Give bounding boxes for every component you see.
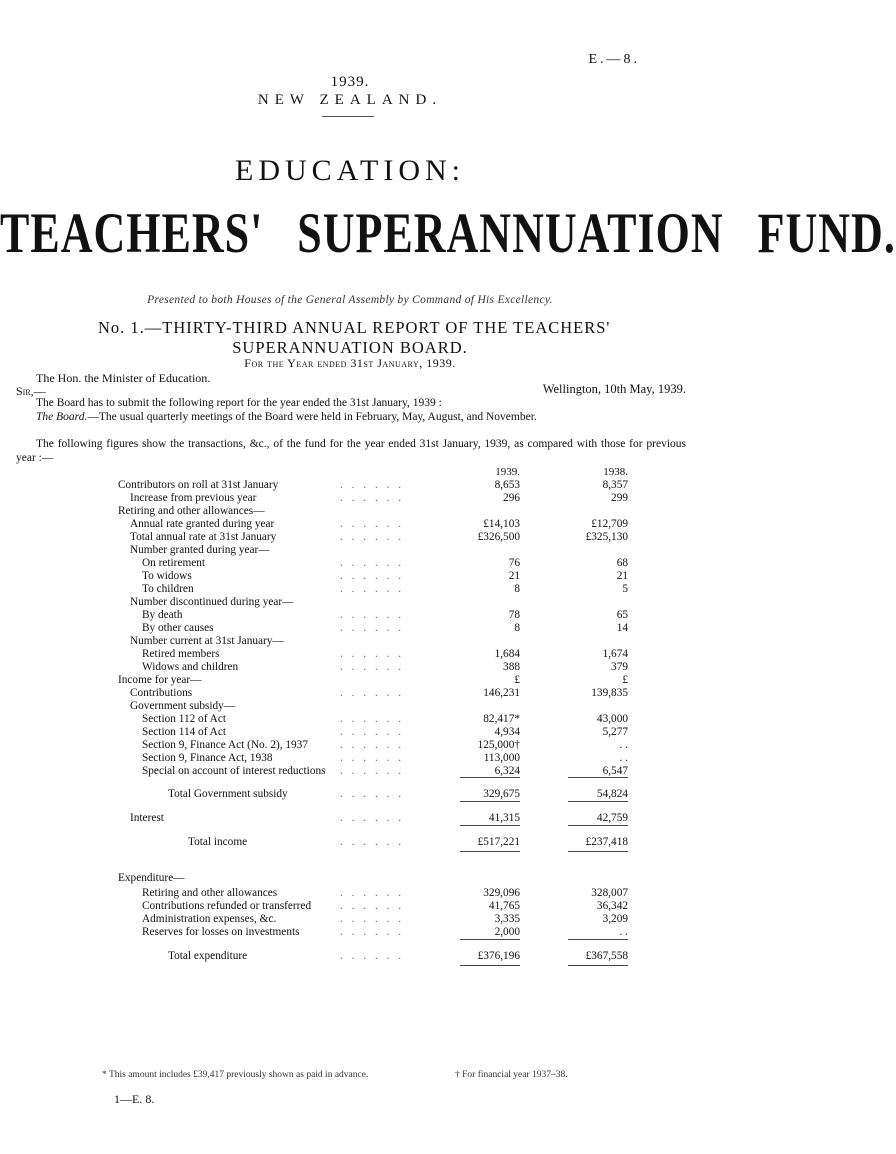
value-1938: . .	[619, 752, 628, 764]
table-row	[0, 739, 700, 752]
row-label: Number discontinued during year—	[130, 596, 294, 608]
leader-dots: . . . . . .	[340, 950, 405, 962]
value-1938: 36,342	[596, 900, 628, 912]
row-label: Widows and children	[142, 661, 239, 673]
paragraph-board-text: —The usual quarterly meetings of the Board were held in February, May, August, and November.	[87, 411, 537, 423]
leader-dots: . . . . . .	[340, 518, 405, 530]
presented-line: Presented to both Houses of the General Assembly by Command of His Excellency.	[147, 294, 553, 306]
row-label: Total income	[188, 836, 248, 848]
leader-dots: . . . . . .	[340, 479, 405, 491]
table-row	[0, 531, 700, 544]
row-label: By other causes	[142, 622, 214, 634]
total-rule	[568, 851, 628, 852]
addressee: The Hon. the Minister of Education.	[36, 371, 211, 385]
value-1938: 1,674	[602, 648, 628, 660]
total-rule	[460, 777, 520, 778]
value-1938: £	[622, 674, 628, 686]
leader-dots: . . . . . .	[340, 900, 405, 912]
value-1939: £376,196	[477, 950, 520, 962]
row-label: Total annual rate at 31st January	[130, 531, 277, 543]
leader-dots: . . . . . .	[340, 926, 405, 938]
column-header-1938: 1938.	[603, 466, 628, 478]
value-1939: 2,000	[494, 926, 520, 938]
leader-dots: . . . . . .	[340, 836, 405, 848]
leader-dots: . . . . . .	[340, 531, 405, 543]
leader-dots: . . . . . .	[340, 726, 405, 738]
footnote-dagger: † For financial year 1937–38.	[455, 1070, 568, 1080]
value-1939: £517,221	[477, 836, 520, 848]
table-row	[0, 479, 700, 492]
table-row	[0, 492, 700, 505]
total-rule	[568, 825, 628, 826]
value-1938: 328,007	[591, 887, 628, 899]
row-label: Section 112 of Act	[142, 713, 226, 725]
table-row	[0, 752, 700, 765]
value-1938: £325,130	[585, 531, 628, 543]
value-1939: 41,765	[488, 900, 520, 912]
report-period: For the Year ended 31st January, 1939.	[244, 356, 456, 370]
row-label: Number current at 31st January—	[130, 635, 284, 647]
leader-dots: . . . . . .	[340, 752, 405, 764]
row-label: Section 114 of Act	[142, 726, 226, 738]
leader-dots: . . . . . .	[340, 812, 405, 824]
value-1939: 78	[508, 609, 520, 621]
value-1938: £367,558	[585, 950, 628, 962]
value-1938: . .	[619, 739, 628, 751]
paragraph-board	[16, 411, 686, 425]
paragraph-intro: The Board has to submit the following report for the year ended the 31st January, 1939 :	[36, 397, 442, 409]
table-row	[0, 872, 700, 885]
table-row	[0, 913, 700, 926]
row-label: Administration expenses, &c.	[142, 913, 277, 925]
value-1938: 5,277	[602, 726, 628, 738]
row-label: On retirement	[142, 557, 206, 569]
row-label: Annual rate granted during year	[130, 518, 275, 530]
paragraph-board-lead: The Board.	[36, 411, 88, 423]
value-1939: 8,653	[494, 479, 520, 491]
leader-dots: . . . . . .	[340, 622, 405, 634]
value-1938: 54,824	[596, 788, 628, 800]
row-label: Retired members	[142, 648, 220, 660]
table-row	[0, 812, 700, 825]
value-1939: 125,000†	[477, 739, 520, 751]
table-row	[0, 609, 700, 622]
table-row	[0, 505, 700, 518]
column-header-1939: 1939.	[495, 466, 520, 478]
row-label: Contributions	[130, 687, 193, 699]
total-rule	[460, 801, 520, 802]
value-1939: 76	[508, 557, 520, 569]
table-row	[0, 583, 700, 596]
country-heading: NEW ZEALAND.	[257, 92, 443, 108]
row-label: To widows	[142, 570, 192, 582]
table-row	[0, 700, 700, 713]
leader-dots: . . . . . .	[340, 887, 405, 899]
leader-dots: . . . . . .	[340, 687, 405, 699]
total-rule	[568, 939, 628, 940]
document-year: 1939.	[330, 74, 370, 90]
value-1938: 5	[622, 583, 628, 595]
table-row	[0, 544, 700, 557]
table-row	[0, 950, 700, 963]
value-1938: 379	[611, 661, 628, 673]
table-row	[0, 596, 700, 609]
value-1938: £12,709	[591, 518, 628, 530]
value-1939: 8	[514, 583, 520, 595]
row-label: Reserves for losses on investments	[142, 926, 300, 938]
value-1938: 14	[616, 622, 628, 634]
value-1939: £	[514, 674, 520, 686]
value-1939: 3,335	[494, 913, 520, 925]
document-title: EDUCATION:	[235, 154, 465, 187]
value-1939: £326,500	[477, 531, 520, 543]
row-label: By death	[142, 609, 183, 621]
row-label: Retiring and other allowances	[142, 887, 278, 899]
row-label: Government subsidy—	[130, 700, 236, 712]
row-label: To children	[142, 583, 194, 595]
row-label: Increase from previous year	[130, 492, 257, 504]
table-row	[0, 836, 700, 849]
leader-dots: . . . . . .	[340, 557, 405, 569]
leader-dots: . . . . . .	[340, 583, 405, 595]
row-label: Contributors on roll at 31st January	[118, 479, 279, 491]
table-row	[0, 518, 700, 531]
value-1939: 329,675	[483, 788, 520, 800]
value-1938: 65	[616, 609, 628, 621]
value-1938: 42,759	[596, 812, 628, 824]
value-1939: 388	[503, 661, 520, 673]
table-row	[0, 713, 700, 726]
leader-dots: . . . . . .	[340, 739, 405, 751]
total-rule	[568, 777, 628, 778]
leader-dots: . . . . . .	[340, 492, 405, 504]
leader-dots: . . . . . .	[340, 713, 405, 725]
value-1938: 139,835	[591, 687, 628, 699]
table-row	[0, 661, 700, 674]
leader-dots: . . . . . .	[340, 913, 405, 925]
table-row	[0, 635, 700, 648]
value-1938: 43,000	[596, 713, 628, 725]
value-1938: 299	[611, 492, 628, 504]
row-label: Section 9, Finance Act, 1938	[142, 752, 273, 764]
salutation: Sir,—	[16, 384, 46, 398]
row-label: Retiring and other allowances—	[118, 505, 265, 517]
total-rule	[460, 939, 520, 940]
value-1939: 82,417*	[483, 713, 520, 725]
row-label: Interest	[130, 812, 164, 824]
value-1939: 8	[514, 622, 520, 634]
table-row	[0, 887, 700, 900]
table-row	[0, 674, 700, 687]
value-1939: 146,231	[483, 687, 520, 699]
leader-dots: . . . . . .	[340, 661, 405, 673]
total-rule	[460, 851, 520, 852]
row-label: Section 9, Finance Act (No. 2), 1937	[142, 739, 308, 751]
leader-dots: . . . . . .	[340, 570, 405, 582]
row-label: Income for year—	[118, 674, 202, 686]
footer-reference: 1—E. 8.	[114, 1092, 155, 1106]
value-1938: 8,357	[602, 479, 628, 491]
table-row	[0, 926, 700, 939]
row-label: Expenditure—	[118, 872, 185, 884]
value-1939: 41,315	[488, 812, 520, 824]
table-row	[0, 570, 700, 583]
row-label: Special on account of interest reductions	[142, 765, 326, 777]
table-row	[0, 557, 700, 570]
value-1939: 4,934	[494, 726, 520, 738]
leader-dots: . . . . . .	[340, 765, 405, 777]
total-rule	[568, 801, 628, 802]
value-1938: 68	[616, 557, 628, 569]
row-label: Total Government subsidy	[168, 788, 288, 800]
letter-date: Wellington, 10th May, 1939.	[542, 382, 686, 396]
row-label: Contributions refunded or transferred	[142, 900, 312, 912]
table-row	[0, 788, 700, 801]
value-1939: 6,324	[494, 765, 520, 777]
value-1939: 113,000	[483, 752, 520, 764]
value-1938: 3,209	[602, 913, 628, 925]
value-1939: £14,103	[483, 518, 520, 530]
document-reference: E.—8.	[588, 52, 640, 67]
report-title-line2: SUPERANNUATION BOARD.	[232, 338, 468, 357]
table-row	[0, 687, 700, 700]
document-subtitle: TEACHERS' SUPERANNUATION FUND.	[0, 201, 896, 265]
total-rule	[460, 825, 520, 826]
table-row	[0, 648, 700, 661]
table-row	[0, 726, 700, 739]
value-1938: 21	[616, 570, 628, 582]
total-rule	[568, 965, 628, 966]
value-1939: 296	[503, 492, 520, 504]
leader-dots: . . . . . .	[340, 609, 405, 621]
divider	[322, 116, 374, 117]
table-row	[0, 900, 700, 913]
total-rule	[460, 965, 520, 966]
row-label: Number granted during year—	[130, 544, 270, 556]
paragraph-figures: The following figures show the transactions, &c., of the fund for the year ended 31st January, 1939, as compared with those for previous year :—	[16, 438, 686, 464]
leader-dots: . . . . . .	[340, 648, 405, 660]
value-1939: 329,096	[483, 887, 520, 899]
value-1938: . .	[619, 926, 628, 938]
report-title-line1: No. 1.—THIRTY-THIRD ANNUAL REPORT OF THE TEACHERS'	[98, 318, 611, 337]
row-label: Total expenditure	[168, 950, 248, 962]
value-1938: £237,418	[585, 836, 628, 848]
value-1939: 21	[508, 570, 520, 582]
table-row	[0, 622, 700, 635]
leader-dots: . . . . . .	[340, 788, 405, 800]
footnote-star: * This amount includes £39,417 previously shown as paid in advance.	[102, 1070, 369, 1080]
value-1938: 6,547	[602, 765, 628, 777]
value-1939: 1,684	[494, 648, 520, 660]
